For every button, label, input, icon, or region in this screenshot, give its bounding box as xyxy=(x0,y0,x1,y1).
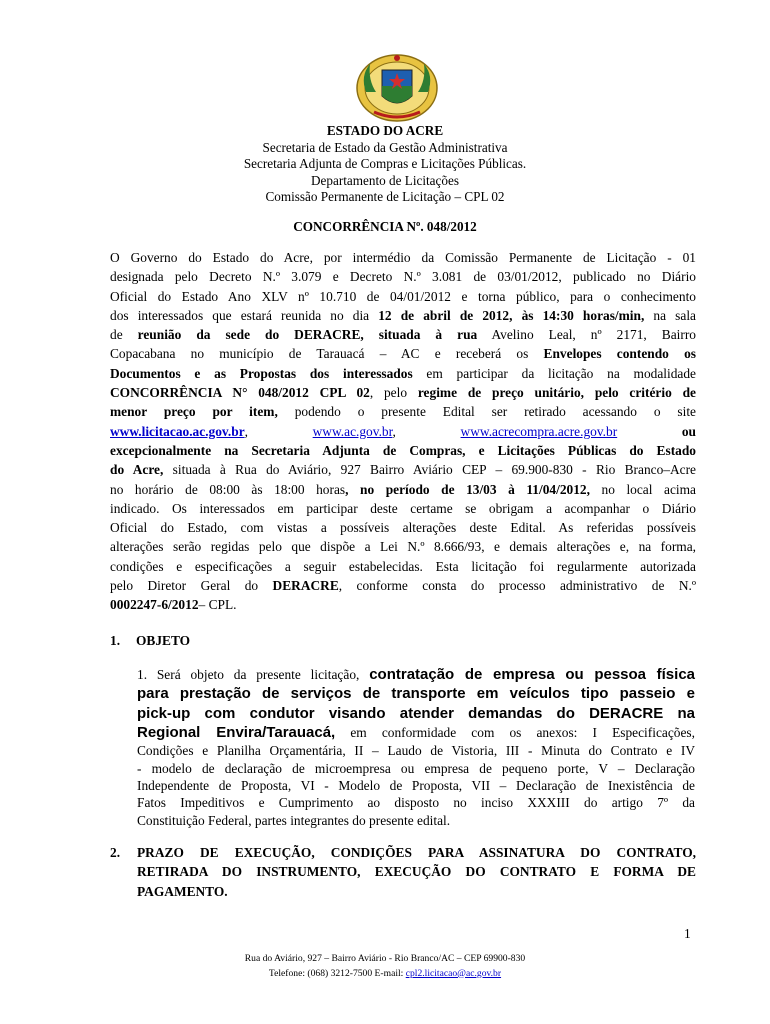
meeting-date: 12 de abril de 2012, às 14:30 horas/min, xyxy=(378,307,645,323)
section-1-heading xyxy=(110,633,190,649)
header-line-departamento: Departamento de Licitações xyxy=(311,172,459,188)
section-number: 1. xyxy=(110,633,121,648)
period-dates: , no período de 13/03 à 11/04/2012, xyxy=(345,481,590,497)
text-line xyxy=(110,344,696,363)
header-line-secretaria: Secretaria de Estado da Gestão Administrativa xyxy=(262,139,508,155)
links-line xyxy=(110,422,696,441)
text-line: Fatos Impeditivos e Cumprimento ao disposto no inciso XXXIII do artigo 7º da xyxy=(137,795,695,811)
text-run: em participar da licitação na modalidade xyxy=(412,365,697,381)
text-run: na sala xyxy=(644,307,696,323)
text-line: Condições e Planilha Orçamentária, II – Laudo de Vistoria, III - Minuta do Contrato e IV xyxy=(137,743,695,759)
text-line xyxy=(137,665,695,684)
text-run: Avelino Leal, nº 2171, Bairro xyxy=(477,327,696,343)
text-line: Constituição Federal, partes integrantes do presente edital. xyxy=(137,812,451,828)
text-run: no local acima xyxy=(589,481,696,497)
text-line xyxy=(137,723,695,742)
header-line-secretaria-adjunta: Secretaria Adjunta de Compras e Licitações Públicas. xyxy=(243,156,527,172)
ac-gov-link[interactable]: www.ac.gov.br xyxy=(312,423,393,439)
footer-email-link[interactable]: cpl2.licitacao@ac.gov.br xyxy=(405,967,502,979)
document-header xyxy=(0,123,770,206)
document-title: CONCORRÊNCIA Nº. 048/2012 xyxy=(293,219,477,234)
state-name: ESTADO DO ACRE xyxy=(326,123,444,138)
text-line: alterações serão regidas pelo que dispõe a Lei N.º 8.666/93, e demais alterações e, na forma, xyxy=(110,539,696,555)
meeting-place: reunião da sede do DERACRE, situada à rua xyxy=(137,327,478,343)
section-1-paragraph xyxy=(137,665,695,829)
text-line: RETIRADA DO INSTRUMENTO, EXECUÇÃO DO CONTRATO E FORMA DE xyxy=(137,864,696,880)
text-line: condições e especificações a seguir estabelecidas. Esta licitação foi regularmente autorizada xyxy=(110,558,696,574)
text-run-bold: Envelopes contendo os xyxy=(543,346,696,362)
text-line xyxy=(110,576,696,595)
concorrencia-reference: CONCORRÊNCIA N° 048/2012 CPL 02 xyxy=(110,385,370,401)
text-line: O Governo do Estado do Acre, por intermédio da Comissão Permanente de Licitação - 01 xyxy=(110,250,696,265)
text-run-bold: DERACRE xyxy=(272,578,339,594)
text-line xyxy=(110,402,696,421)
text-line xyxy=(110,480,696,499)
text-line xyxy=(110,843,696,862)
text-line: pick-up com condutor visando atender demandas do DERACRE na xyxy=(137,704,695,722)
text-run: no horário de 08:00 às 18:00 horas xyxy=(110,481,346,497)
text-line xyxy=(110,595,696,614)
page-footer xyxy=(0,952,770,981)
header-line-comissao: Comissão Permanente de Licitação – CPL 02 xyxy=(265,189,505,205)
text-run-bold: menor preço por item, xyxy=(110,404,278,420)
text-run: situada à Rua do Aviário, 927 Bairro Aviário CEP – 69.900-830 - Rio Branco–Acre xyxy=(163,462,697,478)
text-line: PAGAMENTO. xyxy=(137,883,228,899)
text-run: podendo o presente Edital ser retirado acessando o site xyxy=(277,404,697,420)
process-number: 0002247-6/2012 xyxy=(110,597,199,613)
text-line: Oficial do Estado Ano XLV nº 10.710 de 04/01/2012 e torna público, para o conhecimento xyxy=(110,288,696,304)
text-run: dos interessados que estará reunida no dia xyxy=(110,307,379,323)
text-run: , xyxy=(392,423,396,439)
text-run-bold: Documentos e as Propostas dos interessados xyxy=(110,365,413,381)
acrecompra-link[interactable]: www.acrecompra.acre.gov.br xyxy=(460,423,618,439)
text-run-bold: regime de preço unitário, pelo critério de xyxy=(417,385,696,401)
text-run-bold: contratação de empresa ou pessoa física xyxy=(369,666,696,683)
text-line xyxy=(110,460,696,479)
footer-contact xyxy=(0,967,770,982)
text-line: designada pelo Decreto N.º 3.079 e Decreto N.º 3.081 de 03/01/2012, publicado no Diário xyxy=(110,269,696,285)
intro-paragraph xyxy=(110,248,696,615)
text-line xyxy=(110,325,696,344)
footer-phone: Telefone: (068) 3212-7500 E-mail: xyxy=(268,967,406,979)
section-title: OBJETO xyxy=(136,633,191,648)
text-line: para prestação de serviços de transporte em veículos tipo passeio e xyxy=(137,685,695,703)
text-run: , xyxy=(244,423,248,439)
section-title: PRAZO DE EXECUÇÃO, CONDIÇÕES PARA ASSINATURA DO CONTRATO, xyxy=(137,845,696,860)
acre-coat-of-arms-icon xyxy=(354,52,440,124)
licitacao-link[interactable]: www.licitacao.ac.gov.br xyxy=(110,423,245,439)
text-run: , conforme consta do processo administrativo de N.º xyxy=(338,578,696,594)
text-line: Oficial do Estado, com vistas a possíveis alterações deste Edital. As referidas possíveis xyxy=(110,520,696,536)
text-run: de xyxy=(110,327,138,343)
page-number: 1 xyxy=(684,926,691,941)
text-line xyxy=(110,364,696,383)
text-run-bold: Regional Envira/Tarauacá, xyxy=(137,723,336,741)
text-line: Independente de Proposta, VI - Modelo de Proposta, VII – Declaração de Inexistência de xyxy=(137,778,695,793)
text-run-bold: ou xyxy=(681,423,696,439)
text-line: indicado. Os interessados em participar deste certame se obrigam a acompanhar o Diário xyxy=(110,500,696,516)
text-run: em conformidade com os anexos: I Especificações, xyxy=(335,724,695,740)
text-run: Copacabana no município de Tarauacá – AC e receberá os xyxy=(110,346,544,362)
text-run: 1. Será objeto da presente licitação, xyxy=(137,667,370,682)
text-line: - modelo de declaração de microempresa ou empresa de pequeno porte, V – Declaração xyxy=(137,760,695,776)
section-number: 2. xyxy=(110,845,121,860)
text-run: pelo Diretor Geral do xyxy=(110,578,273,594)
footer-address: Rua do Aviário, 927 – Bairro Aviário - Rio Branco/AC – CEP 69900-830 xyxy=(244,953,526,964)
text-run: – CPL. xyxy=(198,597,237,613)
section-2-heading xyxy=(110,843,696,901)
text-run-bold: do Acre, xyxy=(110,462,164,478)
text-line xyxy=(110,383,696,402)
text-run: , pelo xyxy=(369,385,418,401)
text-line: excepcionalmente na Secretaria Adjunta de Compras, e Licitações Públicas do Estado xyxy=(110,442,696,458)
text-line xyxy=(110,306,696,325)
